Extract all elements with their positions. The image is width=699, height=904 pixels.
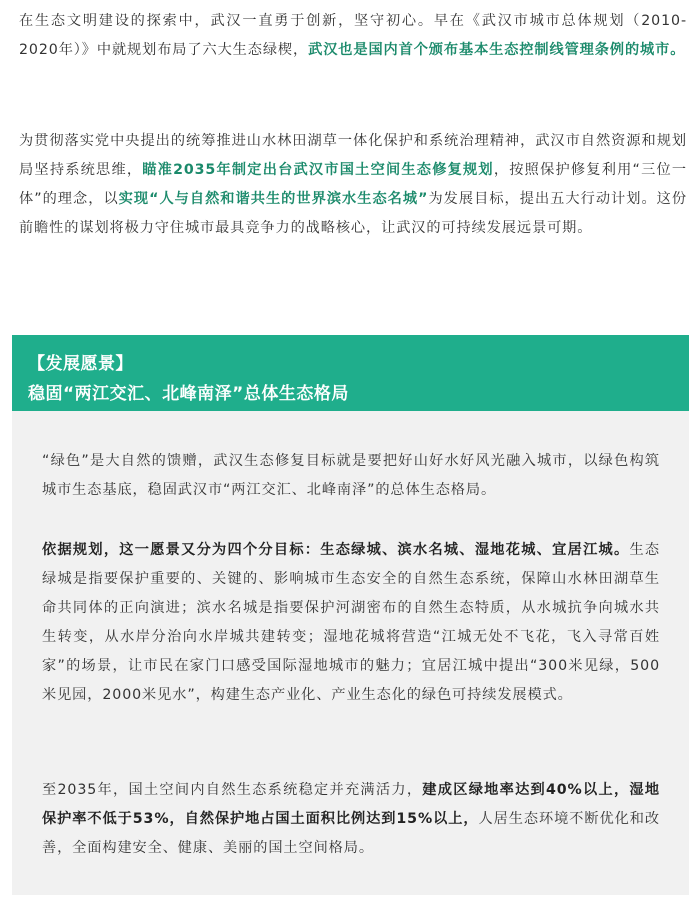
intro-paragraph-2: [19, 127, 687, 243]
intro-p1-text: 在生态文明建设的探索中，武汉一直勇于创新，坚守初心。早在《武汉市城市总体规划（2010-2020年）》中就规划布局了六大生态绿楔，: [19, 13, 687, 58]
vision-header: [12, 335, 689, 411]
vision-p3-text-b: 人居生态环境不断优化和改善，全面构建安全、健康、美丽的国土空间格局。: [42, 811, 660, 856]
vision-section: [12, 335, 689, 895]
vision-paragraph-2: [42, 536, 660, 710]
vision-header-title: 【发展愿景】: [28, 354, 133, 374]
vision-p2-text: 生态绿城是指要保护重要的、关键的、影响城市生态安全的自然生态系统，保障山水林田湖草生命共同体的正向演进；滨水名城是指要保护河湖密布的自然生态特质，从水城抗争向城水共生转变，从水岸分治向水岸城共建转变；湿地花城将营造“江城无处不飞花，飞入寻常百姓家”的场景，让市民在家门口感受国际湿地城市的魅力；宜居江城中提出“300米见绿，500米见园，2000米见水”，构建生态产业化、产业生态化的绿色可持续发展模式。: [42, 542, 661, 703]
vision-paragraph-1: “绿色”是大自然的馈赠，武汉生态修复目标就是要把好山好水好风光融入城市，以绿色构筑城市生态基底，稳固武汉市“两江交汇、北峰南泽”的总体生态格局。: [42, 453, 660, 498]
intro-p2-highlight-a: 瞄准2035年制定出台武汉市国土空间生态修复规划: [142, 162, 494, 178]
vision-paragraph-3: [42, 776, 660, 863]
vision-p2-bold: 依据规划，这一愿景又分为四个分目标：生态绿城、滨水名城、湿地花城、宜居江城。: [42, 542, 630, 558]
intro-p2-text-c: 为发展目标，提出五大行动计划。这份前瞻性的谋划将极力守住城市最具竞争力的战略核心，让武汉的可持续发展远景可期。: [19, 191, 687, 236]
intro-p2-highlight-b: 实现“人与自然和谐共生的世界滨水生态名城”: [118, 191, 429, 207]
intro-p2-text-b: ，按照保护修复利用“三位一体”的理念，以: [19, 162, 687, 207]
vision-p3-text-a: 至2035年，国土空间内自然生态系统稳定并充满活力，: [42, 782, 423, 798]
intro-p2-text-a: 为贯彻落实党中央提出的统筹推进山水林田湖草一体化保护和系统治理精神，武汉市自然资源和规划局坚持系统思维，: [19, 133, 687, 178]
intro-p1-highlight: 武汉也是国内首个颁布基本生态控制线管理条例的城市。: [308, 42, 686, 58]
intro-paragraph-1: [19, 7, 687, 65]
vision-p3-bold: 建成区绿地率达到40%以上，湿地保护率不低于53%，自然保护地占国土面积比例达到15%以上，: [42, 782, 660, 827]
vision-header-subtitle: 稳固“两江交汇、北峰南泽”总体生态格局: [28, 384, 349, 404]
